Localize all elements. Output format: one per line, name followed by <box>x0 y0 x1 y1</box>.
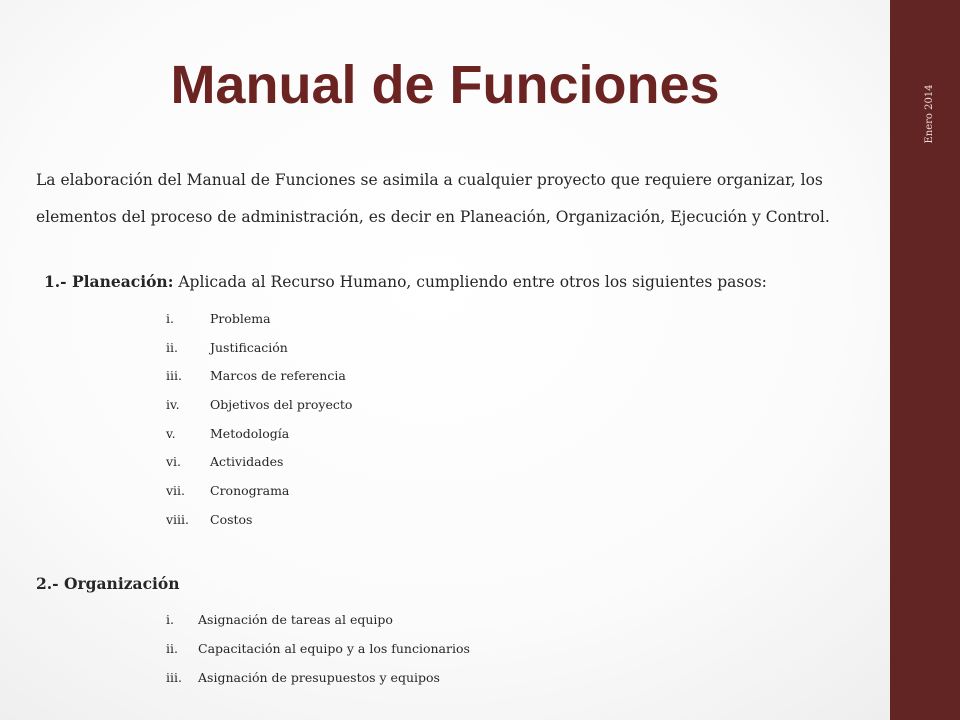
section-organizacion-heading <box>36 574 180 593</box>
list-item <box>166 395 352 424</box>
list-item-label: Costos <box>210 511 253 527</box>
planeacion-steps-list <box>166 309 352 539</box>
list-item-label: Asignación de tareas al equipo <box>198 612 393 627</box>
list-item <box>166 366 352 395</box>
list-item-number: i. <box>166 612 174 627</box>
list-item-label: Capacitación al equipo y a los funcionarios <box>198 641 470 656</box>
section-organizacion-label: 2.- Organización <box>36 574 180 593</box>
slide-date: Enero 2014 <box>924 84 935 144</box>
list-item <box>166 481 352 510</box>
slide-title: Manual de Funciones <box>170 55 720 115</box>
list-item <box>166 452 352 481</box>
list-item-number: ii. <box>166 641 178 656</box>
list-item-label: Asignación de presupuestos y equipos <box>198 670 440 685</box>
list-item-number: viii. <box>166 511 190 527</box>
list-item-number: v. <box>166 425 176 441</box>
section-planeacion-heading <box>44 272 767 291</box>
list-item-label: Marcos de referencia <box>210 368 346 384</box>
list-item <box>166 610 470 639</box>
organizacion-steps-list <box>166 610 470 697</box>
list-item-number: ii. <box>166 339 178 355</box>
list-item-number: iii. <box>166 670 182 685</box>
list-item <box>166 424 352 453</box>
list-item <box>166 668 470 697</box>
list-item-label: Actividades <box>210 454 284 470</box>
list-item-label: Problema <box>210 311 271 326</box>
list-item-number: vii. <box>166 483 186 499</box>
list-item-number: vi. <box>166 454 182 470</box>
list-item <box>166 639 470 668</box>
section-planeacion-label: 1.- Planeación: <box>44 272 174 291</box>
section-planeacion-text: Aplicada al Recurso Humano, cumpliendo entre otros los siguientes pasos: <box>173 273 767 291</box>
list-item-label: Cronograma <box>210 483 290 499</box>
list-item-number: iii. <box>166 368 182 384</box>
list-item-label: Metodología <box>210 425 290 441</box>
list-item-label: Justificación <box>210 339 288 355</box>
intro-paragraph: La elaboración del Manual de Funciones se asimila a cualquier proyecto que requiere organizar, los elementos del proceso de administración, es decir en Planeación, Organización, Ejecución y Control. <box>36 171 830 226</box>
list-item <box>166 309 352 338</box>
list-item-number: iv. <box>166 397 180 413</box>
list-item-number: i. <box>166 311 174 326</box>
list-item-label: Objetivos del proyecto <box>210 397 353 413</box>
list-item <box>166 338 352 367</box>
list-item <box>166 510 352 539</box>
